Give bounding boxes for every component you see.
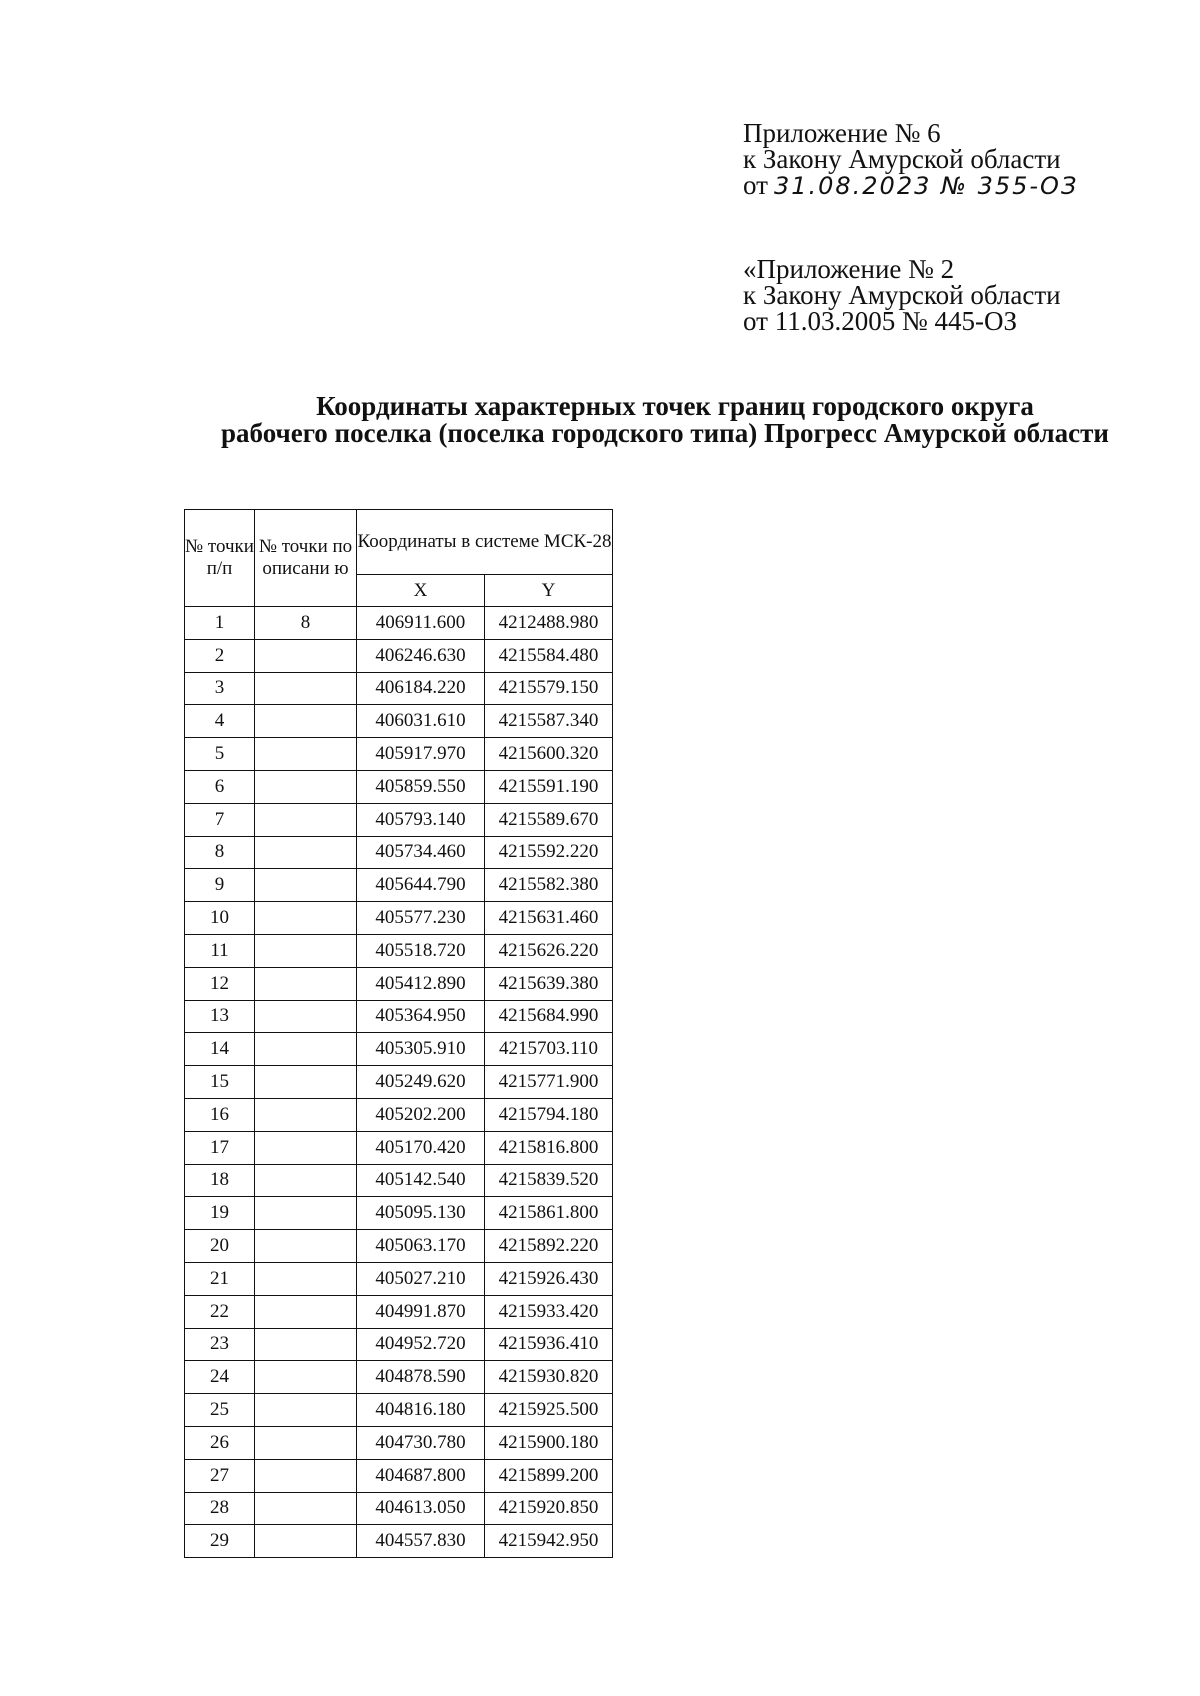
cell-x: 405644.790: [357, 869, 485, 902]
cell-x: 405305.910: [357, 1033, 485, 1066]
cell-point-number: 2: [185, 639, 255, 672]
cell-y: 4215930.820: [485, 1361, 613, 1394]
cell-description-point: [255, 1492, 357, 1525]
cell-x: 404816.180: [357, 1394, 485, 1427]
cell-point-number: 6: [185, 770, 255, 803]
cell-description-point: [255, 1066, 357, 1099]
table-row: [185, 1066, 613, 1099]
cell-description-point: 8: [255, 607, 357, 640]
cell-point-number: 22: [185, 1295, 255, 1328]
cell-y: 4215703.110: [485, 1033, 613, 1066]
cell-description-point: [255, 1262, 357, 1295]
header-description-point: № точки по описани ю: [255, 510, 357, 607]
cell-y: 4215899.200: [485, 1459, 613, 1492]
cell-description-point: [255, 770, 357, 803]
cell-description-point: [255, 1098, 357, 1131]
cell-description-point: [255, 705, 357, 738]
cell-description-point: [255, 1164, 357, 1197]
cell-y: 4215684.990: [485, 1000, 613, 1033]
table-row: [185, 672, 613, 705]
cell-x: 405095.130: [357, 1197, 485, 1230]
table-row: [185, 1230, 613, 1263]
cell-y: 4215639.380: [485, 967, 613, 1000]
cell-y: 4215933.420: [485, 1295, 613, 1328]
header-y: Y: [485, 575, 613, 607]
cell-point-number: 9: [185, 869, 255, 902]
table-row: [185, 934, 613, 967]
handwritten-date-number: 31.08.2023 № 355-ОЗ: [773, 172, 1079, 200]
cell-point-number: 4: [185, 705, 255, 738]
appendix-original: [743, 256, 1061, 334]
cell-point-number: 24: [185, 1361, 255, 1394]
cell-description-point: [255, 934, 357, 967]
cell-x: 405859.550: [357, 770, 485, 803]
cell-point-number: 5: [185, 738, 255, 771]
table-body: [185, 607, 613, 1558]
cell-point-number: 14: [185, 1033, 255, 1066]
table-row: [185, 1164, 613, 1197]
table-row: [185, 1033, 613, 1066]
cell-point-number: 21: [185, 1262, 255, 1295]
cell-x: 404878.590: [357, 1361, 485, 1394]
cell-description-point: [255, 902, 357, 935]
cell-description-point: [255, 1033, 357, 1066]
cell-x: 405142.540: [357, 1164, 485, 1197]
cell-description-point: [255, 869, 357, 902]
cell-y: 4215584.480: [485, 639, 613, 672]
cell-x: 404613.050: [357, 1492, 485, 1525]
table-row: [185, 1492, 613, 1525]
cell-point-number: 8: [185, 836, 255, 869]
header-point-number: № точки п/п: [185, 510, 255, 607]
cell-x: 405249.620: [357, 1066, 485, 1099]
table-row: [185, 607, 613, 640]
cell-point-number: 25: [185, 1394, 255, 1427]
title-line-2: рабочего поселка (поселка городского типа) Прогресс Амурской области: [221, 418, 1109, 448]
cell-y: 4215942.950: [485, 1525, 613, 1558]
appendix-original-date: от 11.03.2005 № 445-ОЗ: [743, 306, 1017, 336]
cell-description-point: [255, 1000, 357, 1033]
table-row: [185, 836, 613, 869]
cell-x: 405734.460: [357, 836, 485, 869]
cell-y: 4215591.190: [485, 770, 613, 803]
table-row: [185, 1459, 613, 1492]
cell-point-number: 3: [185, 672, 255, 705]
cell-description-point: [255, 1328, 357, 1361]
cell-y: 4215589.670: [485, 803, 613, 836]
table-row: [185, 770, 613, 803]
cell-point-number: 29: [185, 1525, 255, 1558]
cell-x: 404687.800: [357, 1459, 485, 1492]
cell-description-point: [255, 1361, 357, 1394]
cell-y: 4215794.180: [485, 1098, 613, 1131]
cell-description-point: [255, 803, 357, 836]
cell-description-point: [255, 639, 357, 672]
cell-point-number: 15: [185, 1066, 255, 1099]
cell-y: 4215587.340: [485, 705, 613, 738]
cell-x: 405364.950: [357, 1000, 485, 1033]
cell-x: 405063.170: [357, 1230, 485, 1263]
cell-y: 4215600.320: [485, 738, 613, 771]
cell-point-number: 1: [185, 607, 255, 640]
table-row: [185, 1328, 613, 1361]
cell-x: 406031.610: [357, 705, 485, 738]
table-row: [185, 1525, 613, 1558]
table-row: [185, 1197, 613, 1230]
cell-point-number: 12: [185, 967, 255, 1000]
table-row: [185, 1426, 613, 1459]
appendix-current: [743, 120, 1078, 199]
cell-y: 4215816.800: [485, 1131, 613, 1164]
appendix-current-date: [743, 172, 1078, 199]
cell-x: 404952.720: [357, 1328, 485, 1361]
cell-y: 4215582.380: [485, 869, 613, 902]
table-row: [185, 738, 613, 771]
cell-point-number: 16: [185, 1098, 255, 1131]
cell-x: 404730.780: [357, 1426, 485, 1459]
cell-x: 405170.420: [357, 1131, 485, 1164]
cell-point-number: 13: [185, 1000, 255, 1033]
cell-x: 405793.140: [357, 803, 485, 836]
cell-x: 405412.890: [357, 967, 485, 1000]
table-row: [185, 1394, 613, 1427]
cell-x: 405027.210: [357, 1262, 485, 1295]
cell-description-point: [255, 1197, 357, 1230]
cell-description-point: [255, 1459, 357, 1492]
cell-point-number: 28: [185, 1492, 255, 1525]
cell-point-number: 27: [185, 1459, 255, 1492]
cell-y: 4215839.520: [485, 1164, 613, 1197]
table-row: [185, 869, 613, 902]
cell-y: 4215892.220: [485, 1230, 613, 1263]
date-prefix: от: [743, 170, 768, 200]
cell-y: 4215936.410: [485, 1328, 613, 1361]
table-row: [185, 902, 613, 935]
table-row: [185, 967, 613, 1000]
cell-x: 405917.970: [357, 738, 485, 771]
cell-point-number: 23: [185, 1328, 255, 1361]
cell-y: 4215920.850: [485, 1492, 613, 1525]
cell-point-number: 18: [185, 1164, 255, 1197]
table-row: [185, 1131, 613, 1164]
appendix-current-number: Приложение № 6: [743, 118, 941, 148]
cell-x: 405577.230: [357, 902, 485, 935]
cell-description-point: [255, 1394, 357, 1427]
cell-description-point: [255, 1525, 357, 1558]
table-row: [185, 1098, 613, 1131]
cell-point-number: 26: [185, 1426, 255, 1459]
cell-description-point: [255, 1295, 357, 1328]
cell-point-number: 20: [185, 1230, 255, 1263]
cell-y: 4215861.800: [485, 1197, 613, 1230]
cell-y: 4215579.150: [485, 672, 613, 705]
cell-description-point: [255, 738, 357, 771]
cell-description-point: [255, 1131, 357, 1164]
cell-y: 4215926.430: [485, 1262, 613, 1295]
table-row: [185, 639, 613, 672]
cell-point-number: 17: [185, 1131, 255, 1164]
cell-y: 4212488.980: [485, 607, 613, 640]
cell-x: 404557.830: [357, 1525, 485, 1558]
table-row: [185, 803, 613, 836]
cell-y: 4215631.460: [485, 902, 613, 935]
cell-description-point: [255, 967, 357, 1000]
table-row: [185, 1361, 613, 1394]
cell-description-point: [255, 1426, 357, 1459]
table-row: [185, 1000, 613, 1033]
cell-description-point: [255, 836, 357, 869]
cell-x: 405518.720: [357, 934, 485, 967]
cell-description-point: [255, 672, 357, 705]
cell-x: 406911.600: [357, 607, 485, 640]
table-row: [185, 1295, 613, 1328]
cell-y: 4215771.900: [485, 1066, 613, 1099]
cell-description-point: [255, 1230, 357, 1263]
cell-y: 4215626.220: [485, 934, 613, 967]
cell-x: 405202.200: [357, 1098, 485, 1131]
header-coordinates-system: Координаты в системе МСК-28: [357, 510, 613, 575]
table-row: [185, 1262, 613, 1295]
appendix-original-law: к Закону Амурской области: [743, 280, 1061, 310]
cell-y: 4215925.500: [485, 1394, 613, 1427]
table-row: [185, 705, 613, 738]
header-x: X: [357, 575, 485, 607]
cell-x: 406246.630: [357, 639, 485, 672]
cell-x: 404991.870: [357, 1295, 485, 1328]
document-title: [0, 393, 1200, 447]
coordinates-table: [184, 509, 613, 1558]
appendix-current-law: к Закону Амурской области: [743, 144, 1061, 174]
cell-point-number: 7: [185, 803, 255, 836]
cell-point-number: 11: [185, 934, 255, 967]
appendix-original-number: «Приложение № 2: [743, 254, 955, 284]
title-line-1: Координаты характерных точек границ городского округа: [316, 391, 1034, 421]
cell-y: 4215900.180: [485, 1426, 613, 1459]
cell-point-number: 10: [185, 902, 255, 935]
cell-point-number: 19: [185, 1197, 255, 1230]
cell-y: 4215592.220: [485, 836, 613, 869]
cell-x: 406184.220: [357, 672, 485, 705]
